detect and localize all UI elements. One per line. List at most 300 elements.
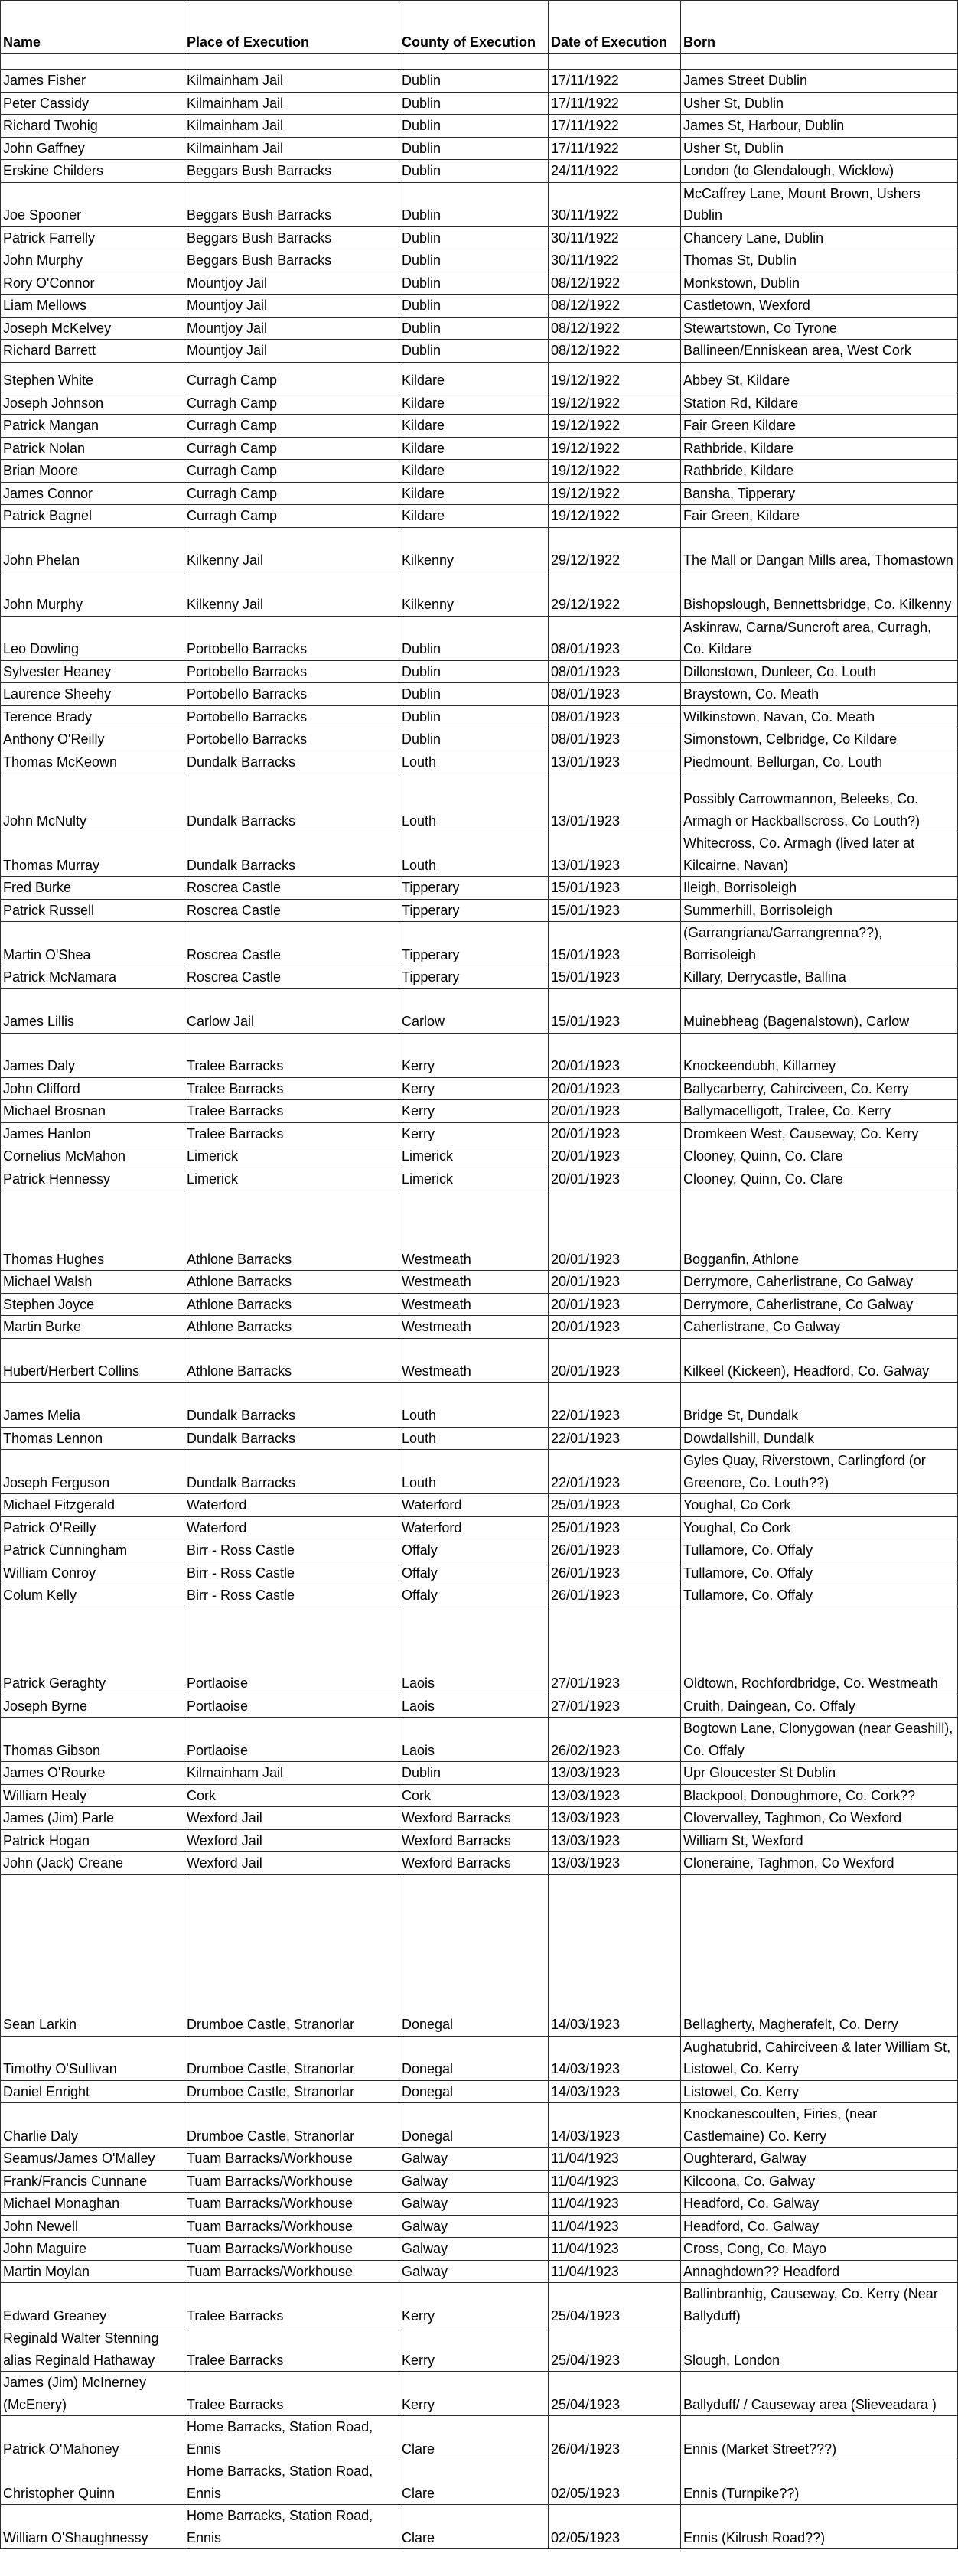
cell-date[interactable]: 17/11/1922 — [549, 137, 681, 160]
cell-name[interactable]: James (Jim) McInerney (McEnery) — [1, 2372, 184, 2416]
cell-born[interactable]: Bogtown Lane, Clonygowan (near Geashill), Co. Offaly — [681, 1718, 958, 1762]
cell-place[interactable]: Beggars Bush Barracks — [184, 160, 399, 183]
cell-county[interactable]: Dublin — [399, 295, 549, 318]
cell-date[interactable]: 20/01/1923 — [549, 1271, 681, 1294]
cell-place[interactable]: Tralee Barracks — [184, 1077, 399, 1100]
cell-county[interactable]: Louth — [399, 1450, 549, 1494]
cell-place[interactable]: Portobello Barracks — [184, 705, 399, 728]
cell-born[interactable]: Knockeendubh, Killarney — [681, 1033, 958, 1077]
cell-date[interactable]: 08/12/1922 — [549, 340, 681, 363]
cell-county[interactable]: Waterford — [399, 1494, 549, 1517]
cell-name[interactable]: Leo Dowling — [1, 616, 184, 660]
cell-place[interactable]: Roscrea Castle — [184, 966, 399, 989]
cell-name[interactable]: Peter Cassidy — [1, 92, 184, 115]
cell-name[interactable]: James Lillis — [1, 988, 184, 1033]
cell-name[interactable]: Sylvester Heaney — [1, 660, 184, 683]
cell-county[interactable]: Kildare — [399, 437, 549, 460]
cell-born[interactable]: Monkstown, Dublin — [681, 272, 958, 295]
cell-place[interactable]: Kilkenny Jail — [184, 527, 399, 572]
cell-date[interactable]: 19/12/1922 — [549, 437, 681, 460]
cell-name[interactable]: Patrick Hogan — [1, 1829, 184, 1852]
empty-cell[interactable] — [399, 54, 549, 70]
cell-county[interactable]: Kildare — [399, 362, 549, 392]
cell-date[interactable]: 11/04/1923 — [549, 2170, 681, 2193]
cell-date[interactable]: 14/03/1923 — [549, 2080, 681, 2103]
cell-place[interactable]: Limerick — [184, 1168, 399, 1190]
cell-county[interactable]: Kerry — [399, 1077, 549, 1100]
cell-place[interactable]: Tuam Barracks/Workhouse — [184, 2238, 399, 2261]
cell-county[interactable]: Dublin — [399, 272, 549, 295]
cell-place[interactable]: Beggars Bush Barracks — [184, 226, 399, 249]
cell-name[interactable]: Richard Twohig — [1, 115, 184, 138]
cell-born[interactable]: Fair Green, Kildare — [681, 505, 958, 528]
cell-name[interactable]: Joseph Johnson — [1, 392, 184, 415]
cell-county[interactable]: Westmeath — [399, 1271, 549, 1294]
cell-name[interactable]: Thomas Gibson — [1, 1718, 184, 1762]
cell-date[interactable]: 15/01/1923 — [549, 966, 681, 989]
header-born[interactable]: Born — [681, 1, 958, 54]
cell-name[interactable]: Brian Moore — [1, 460, 184, 483]
cell-born[interactable]: Gyles Quay, Riverstown, Carlingford (or Greenore, Co. Louth??) — [681, 1450, 958, 1494]
cell-born[interactable]: Askinraw, Carna/Suncroft area, Curragh, Co. Kildare — [681, 616, 958, 660]
cell-date[interactable]: 30/11/1922 — [549, 226, 681, 249]
cell-place[interactable]: Dundalk Barracks — [184, 1427, 399, 1450]
cell-place[interactable]: Kilmainham Jail — [184, 115, 399, 138]
cell-born[interactable]: Headford, Co. Galway — [681, 2193, 958, 2216]
cell-date[interactable]: 30/11/1922 — [549, 182, 681, 226]
cell-place[interactable]: Birr - Ross Castle — [184, 1584, 399, 1607]
cell-county[interactable]: Kerry — [399, 2372, 549, 2416]
cell-name[interactable]: Terence Brady — [1, 705, 184, 728]
cell-born[interactable]: Whitecross, Co. Armagh (lived later at Kilcairne, Navan) — [681, 832, 958, 877]
cell-born[interactable]: Rathbride, Kildare — [681, 460, 958, 483]
cell-place[interactable]: Wexford Jail — [184, 1807, 399, 1830]
cell-name[interactable]: Seamus/James O'Malley — [1, 2148, 184, 2171]
cell-date[interactable]: 20/01/1923 — [549, 1190, 681, 1271]
cell-county[interactable]: Tipperary — [399, 922, 549, 966]
cell-date[interactable]: 20/01/1923 — [549, 1168, 681, 1190]
cell-place[interactable]: Tralee Barracks — [184, 1122, 399, 1145]
cell-name[interactable]: Frank/Francis Cunnane — [1, 2170, 184, 2193]
cell-name[interactable]: William O'Shaughnessy — [1, 2505, 184, 2549]
cell-name[interactable]: Charlie Daly — [1, 2103, 184, 2148]
cell-born[interactable]: London (to Glendalough, Wicklow) — [681, 160, 958, 183]
cell-county[interactable]: Laois — [399, 1718, 549, 1762]
cell-born[interactable]: Wilkinstown, Navan, Co. Meath — [681, 705, 958, 728]
cell-born[interactable]: Usher St, Dublin — [681, 92, 958, 115]
cell-born[interactable]: Youghal, Co Cork — [681, 1494, 958, 1517]
cell-county[interactable]: Offaly — [399, 1539, 549, 1562]
cell-place[interactable]: Mountjoy Jail — [184, 317, 399, 340]
cell-date[interactable]: 15/01/1923 — [549, 899, 681, 922]
cell-county[interactable]: Cork — [399, 1784, 549, 1807]
cell-place[interactable]: Carlow Jail — [184, 988, 399, 1033]
cell-place[interactable]: Kilmainham Jail — [184, 1762, 399, 1785]
cell-county[interactable]: Kerry — [399, 2327, 549, 2372]
cell-place[interactable]: Waterford — [184, 1516, 399, 1539]
cell-date[interactable]: 29/12/1922 — [549, 527, 681, 572]
cell-born[interactable]: Summerhill, Borrisoleigh — [681, 899, 958, 922]
cell-place[interactable]: Drumboe Castle, Stranorlar — [184, 2036, 399, 2080]
cell-date[interactable]: 20/01/1923 — [549, 1122, 681, 1145]
cell-county[interactable]: Laois — [399, 1607, 549, 1695]
cell-county[interactable]: Limerick — [399, 1145, 549, 1168]
cell-county[interactable]: Kerry — [399, 2283, 549, 2327]
cell-date[interactable]: 22/01/1923 — [549, 1382, 681, 1427]
cell-date[interactable]: 08/12/1922 — [549, 317, 681, 340]
cell-name[interactable]: Rory O'Connor — [1, 272, 184, 295]
cell-place[interactable]: Tuam Barracks/Workhouse — [184, 2193, 399, 2216]
cell-born[interactable]: Muinebheag (Bagenalstown), Carlow — [681, 988, 958, 1033]
cell-name[interactable]: William Conroy — [1, 1562, 184, 1584]
cell-place[interactable]: Portobello Barracks — [184, 683, 399, 706]
cell-born[interactable]: Dromkeen West, Causeway, Co. Kerry — [681, 1122, 958, 1145]
cell-county[interactable]: Westmeath — [399, 1338, 549, 1382]
cell-born[interactable]: Ballinbranhig, Causeway, Co. Kerry (Near Ballyduff) — [681, 2283, 958, 2327]
cell-county[interactable]: Carlow — [399, 988, 549, 1033]
cell-born[interactable]: Ballyduff/ / Causeway area (Slieveadara ) — [681, 2372, 958, 2416]
cell-county[interactable]: Galway — [399, 2260, 549, 2283]
cell-place[interactable]: Cork — [184, 1784, 399, 1807]
cell-county[interactable]: Kildare — [399, 460, 549, 483]
cell-place[interactable]: Curragh Camp — [184, 437, 399, 460]
cell-place[interactable]: Curragh Camp — [184, 505, 399, 528]
cell-name[interactable]: Patrick Geraghty — [1, 1607, 184, 1695]
cell-born[interactable]: Cross, Cong, Co. Mayo — [681, 2238, 958, 2261]
cell-county[interactable]: Dublin — [399, 115, 549, 138]
cell-name[interactable]: Liam Mellows — [1, 295, 184, 318]
cell-born[interactable]: Tullamore, Co. Offaly — [681, 1562, 958, 1584]
cell-place[interactable]: Kilmainham Jail — [184, 137, 399, 160]
cell-born[interactable]: Tullamore, Co. Offaly — [681, 1539, 958, 1562]
cell-county[interactable]: Limerick — [399, 1168, 549, 1190]
cell-name[interactable]: Thomas Murray — [1, 832, 184, 877]
cell-name[interactable]: Daniel Enright — [1, 2080, 184, 2103]
cell-born[interactable]: Listowel, Co. Kerry — [681, 2080, 958, 2103]
cell-born[interactable]: Bogganfin, Athlone — [681, 1190, 958, 1271]
cell-place[interactable]: Wexford Jail — [184, 1852, 399, 1875]
cell-county[interactable]: Louth — [399, 1427, 549, 1450]
cell-place[interactable]: Curragh Camp — [184, 362, 399, 392]
cell-place[interactable]: Athlone Barracks — [184, 1316, 399, 1339]
cell-place[interactable]: Birr - Ross Castle — [184, 1539, 399, 1562]
cell-born[interactable]: Castletown, Wexford — [681, 295, 958, 318]
cell-name[interactable]: Patrick Cunningham — [1, 1539, 184, 1562]
cell-born[interactable]: Clooney, Quinn, Co. Clare — [681, 1168, 958, 1190]
cell-place[interactable]: Athlone Barracks — [184, 1190, 399, 1271]
cell-born[interactable]: William St, Wexford — [681, 1829, 958, 1852]
cell-name[interactable]: Hubert/Herbert Collins — [1, 1338, 184, 1382]
cell-date[interactable]: 11/04/1923 — [549, 2215, 681, 2238]
cell-born[interactable]: Oldtown, Rochfordbridge, Co. Westmeath — [681, 1607, 958, 1695]
cell-date[interactable]: 27/01/1923 — [549, 1607, 681, 1695]
cell-born[interactable]: Braystown, Co. Meath — [681, 683, 958, 706]
cell-county[interactable]: Dublin — [399, 728, 549, 751]
cell-county[interactable]: Dublin — [399, 70, 549, 93]
cell-place[interactable]: Home Barracks, Station Road, Ennis — [184, 2460, 399, 2505]
cell-name[interactable]: Patrick Russell — [1, 899, 184, 922]
cell-county[interactable]: Wexford Barracks — [399, 1852, 549, 1875]
cell-name[interactable]: Thomas Lennon — [1, 1427, 184, 1450]
cell-county[interactable]: Dublin — [399, 182, 549, 226]
cell-county[interactable]: Dublin — [399, 705, 549, 728]
cell-date[interactable]: 26/04/1923 — [549, 2416, 681, 2460]
cell-name[interactable]: Joseph McKelvey — [1, 317, 184, 340]
cell-date[interactable]: 15/01/1923 — [549, 988, 681, 1033]
cell-place[interactable]: Wexford Jail — [184, 1829, 399, 1852]
cell-date[interactable]: 02/05/1923 — [549, 2505, 681, 2549]
cell-place[interactable]: Tralee Barracks — [184, 2283, 399, 2327]
cell-county[interactable]: Dublin — [399, 660, 549, 683]
cell-date[interactable]: 14/03/1923 — [549, 2036, 681, 2080]
cell-date[interactable]: 20/01/1923 — [549, 1316, 681, 1339]
cell-place[interactable]: Roscrea Castle — [184, 877, 399, 900]
cell-born[interactable]: The Mall or Dangan Mills area, Thomastown — [681, 527, 958, 572]
cell-born[interactable]: Station Rd, Kildare — [681, 392, 958, 415]
cell-county[interactable]: Dublin — [399, 92, 549, 115]
empty-cell[interactable] — [1, 54, 184, 70]
cell-name[interactable]: Joseph Ferguson — [1, 1450, 184, 1494]
cell-name[interactable]: Patrick McNamara — [1, 966, 184, 989]
cell-name[interactable]: Cornelius McMahon — [1, 1145, 184, 1168]
cell-born[interactable]: Kilkeel (Kickeen), Headford, Co. Galway — [681, 1338, 958, 1382]
cell-date[interactable]: 26/01/1923 — [549, 1562, 681, 1584]
cell-county[interactable]: Kerry — [399, 1100, 549, 1123]
cell-born[interactable]: Ballycarberry, Cahirciveen, Co. Kerry — [681, 1077, 958, 1100]
cell-county[interactable]: Kilkenny — [399, 527, 549, 572]
cell-date[interactable]: 14/03/1923 — [549, 2103, 681, 2148]
cell-place[interactable]: Beggars Bush Barracks — [184, 182, 399, 226]
cell-place[interactable]: Drumboe Castle, Stranorlar — [184, 2103, 399, 2148]
cell-born[interactable]: Dowdallshill, Dundalk — [681, 1427, 958, 1450]
cell-name[interactable]: James Hanlon — [1, 1122, 184, 1145]
cell-county[interactable]: Clare — [399, 2416, 549, 2460]
cell-name[interactable]: Timothy O'Sullivan — [1, 2036, 184, 2080]
cell-name[interactable]: Michael Fitzgerald — [1, 1494, 184, 1517]
cell-name[interactable]: Michael Walsh — [1, 1271, 184, 1294]
cell-place[interactable]: Tuam Barracks/Workhouse — [184, 2170, 399, 2193]
cell-county[interactable]: Galway — [399, 2238, 549, 2261]
cell-place[interactable]: Dundalk Barracks — [184, 751, 399, 773]
cell-county[interactable]: Offaly — [399, 1584, 549, 1607]
cell-name[interactable]: William Healy — [1, 1784, 184, 1807]
cell-place[interactable]: Kilmainham Jail — [184, 70, 399, 93]
cell-date[interactable]: 13/01/1923 — [549, 773, 681, 832]
cell-county[interactable]: Dublin — [399, 683, 549, 706]
cell-date[interactable]: 15/01/1923 — [549, 922, 681, 966]
cell-county[interactable]: Kildare — [399, 482, 549, 505]
cell-date[interactable]: 17/11/1922 — [549, 92, 681, 115]
cell-date[interactable]: 13/03/1923 — [549, 1829, 681, 1852]
cell-date[interactable]: 15/01/1923 — [549, 877, 681, 900]
cell-county[interactable]: Wexford Barracks — [399, 1829, 549, 1852]
cell-date[interactable]: 11/04/1923 — [549, 2238, 681, 2261]
cell-date[interactable]: 20/01/1923 — [549, 1145, 681, 1168]
cell-date[interactable]: 08/01/1923 — [549, 683, 681, 706]
cell-place[interactable]: Dundalk Barracks — [184, 1450, 399, 1494]
cell-date[interactable]: 26/02/1923 — [549, 1718, 681, 1762]
cell-born[interactable]: Caherlistrane, Co Galway — [681, 1316, 958, 1339]
cell-date[interactable]: 20/01/1923 — [549, 1100, 681, 1123]
cell-name[interactable]: John Newell — [1, 2215, 184, 2238]
cell-place[interactable]: Portlaoise — [184, 1718, 399, 1762]
cell-date[interactable]: 13/03/1923 — [549, 1807, 681, 1830]
cell-born[interactable]: Ennis (Turnpike??) — [681, 2460, 958, 2505]
cell-place[interactable]: Portlaoise — [184, 1607, 399, 1695]
cell-born[interactable]: Bansha, Tipperary — [681, 482, 958, 505]
cell-place[interactable]: Home Barracks, Station Road, Ennis — [184, 2416, 399, 2460]
cell-born[interactable]: Killary, Derrycastle, Ballina — [681, 966, 958, 989]
cell-name[interactable]: Patrick O'Mahoney — [1, 2416, 184, 2460]
cell-county[interactable]: Clare — [399, 2460, 549, 2505]
cell-county[interactable]: Westmeath — [399, 1316, 549, 1339]
cell-date[interactable]: 08/12/1922 — [549, 295, 681, 318]
cell-county[interactable]: Kerry — [399, 1122, 549, 1145]
cell-born[interactable]: Slough, London — [681, 2327, 958, 2372]
cell-county[interactable]: Donegal — [399, 1874, 549, 2036]
cell-date[interactable]: 30/11/1922 — [549, 249, 681, 272]
cell-born[interactable]: Dillonstown, Dunleer, Co. Louth — [681, 660, 958, 683]
cell-county[interactable]: Dublin — [399, 226, 549, 249]
cell-born[interactable]: Stewartstown, Co Tyrone — [681, 317, 958, 340]
cell-name[interactable]: Michael Brosnan — [1, 1100, 184, 1123]
header-name[interactable]: Name — [1, 1, 184, 54]
cell-county[interactable]: Louth — [399, 751, 549, 773]
cell-date[interactable]: 29/12/1922 — [549, 572, 681, 616]
cell-county[interactable]: Donegal — [399, 2103, 549, 2148]
cell-county[interactable]: Donegal — [399, 2080, 549, 2103]
cell-county[interactable]: Galway — [399, 2215, 549, 2238]
cell-date[interactable]: 20/01/1923 — [549, 1033, 681, 1077]
cell-name[interactable]: Laurence Sheehy — [1, 683, 184, 706]
cell-name[interactable]: Stephen Joyce — [1, 1293, 184, 1316]
cell-date[interactable]: 27/01/1923 — [549, 1695, 681, 1718]
cell-place[interactable]: Roscrea Castle — [184, 899, 399, 922]
cell-name[interactable]: Reginald Walter Stenning alias Reginald Hathaway — [1, 2327, 184, 2372]
cell-born[interactable]: Ileigh, Borrisoleigh — [681, 877, 958, 900]
cell-place[interactable]: Curragh Camp — [184, 392, 399, 415]
cell-name[interactable]: Patrick Hennessy — [1, 1168, 184, 1190]
cell-born[interactable]: (Garrangriana/Garrangrenna??), Borrisoleigh — [681, 922, 958, 966]
cell-place[interactable]: Drumboe Castle, Stranorlar — [184, 1874, 399, 2036]
cell-born[interactable]: Clooney, Quinn, Co. Clare — [681, 1145, 958, 1168]
cell-name[interactable]: Michael Monaghan — [1, 2193, 184, 2216]
cell-name[interactable]: Thomas Hughes — [1, 1190, 184, 1271]
cell-place[interactable]: Drumboe Castle, Stranorlar — [184, 2080, 399, 2103]
cell-date[interactable]: 13/01/1923 — [549, 832, 681, 877]
cell-born[interactable]: Tullamore, Co. Offaly — [681, 1584, 958, 1607]
cell-born[interactable]: Rathbride, Kildare — [681, 437, 958, 460]
cell-date[interactable]: 25/04/1923 — [549, 2327, 681, 2372]
cell-county[interactable]: Louth — [399, 832, 549, 877]
cell-name[interactable]: Colum Kelly — [1, 1584, 184, 1607]
cell-date[interactable]: 22/01/1923 — [549, 1427, 681, 1450]
cell-born[interactable]: Derrymore, Caherlistrane, Co Galway — [681, 1293, 958, 1316]
cell-date[interactable]: 25/01/1923 — [549, 1516, 681, 1539]
cell-county[interactable]: Galway — [399, 2170, 549, 2193]
cell-date[interactable]: 11/04/1923 — [549, 2193, 681, 2216]
cell-born[interactable]: Chancery Lane, Dublin — [681, 226, 958, 249]
cell-place[interactable]: Athlone Barracks — [184, 1338, 399, 1382]
cell-place[interactable]: Mountjoy Jail — [184, 272, 399, 295]
cell-date[interactable]: 19/12/1922 — [549, 460, 681, 483]
cell-place[interactable]: Beggars Bush Barracks — [184, 249, 399, 272]
cell-name[interactable]: Martin Moylan — [1, 2260, 184, 2283]
cell-date[interactable]: 20/01/1923 — [549, 1077, 681, 1100]
cell-date[interactable]: 08/01/1923 — [549, 705, 681, 728]
cell-date[interactable]: 11/04/1923 — [549, 2260, 681, 2283]
cell-date[interactable]: 19/12/1922 — [549, 505, 681, 528]
cell-place[interactable]: Athlone Barracks — [184, 1271, 399, 1294]
cell-date[interactable]: 13/03/1923 — [549, 1852, 681, 1875]
cell-place[interactable]: Waterford — [184, 1494, 399, 1517]
cell-name[interactable]: Joseph Byrne — [1, 1695, 184, 1718]
cell-place[interactable]: Portobello Barracks — [184, 728, 399, 751]
cell-date[interactable]: 25/01/1923 — [549, 1494, 681, 1517]
cell-place[interactable]: Dundalk Barracks — [184, 832, 399, 877]
header-place[interactable]: Place of Execution — [184, 1, 399, 54]
cell-county[interactable]: Westmeath — [399, 1293, 549, 1316]
cell-place[interactable]: Dundalk Barracks — [184, 1382, 399, 1427]
cell-county[interactable]: Kildare — [399, 415, 549, 438]
cell-county[interactable]: Dublin — [399, 340, 549, 363]
cell-name[interactable]: John Murphy — [1, 572, 184, 616]
cell-county[interactable]: Dublin — [399, 249, 549, 272]
cell-place[interactable]: Birr - Ross Castle — [184, 1562, 399, 1584]
cell-date[interactable]: 20/01/1923 — [549, 1338, 681, 1382]
cell-county[interactable]: Galway — [399, 2148, 549, 2171]
cell-date[interactable]: 19/12/1922 — [549, 362, 681, 392]
cell-place[interactable]: Roscrea Castle — [184, 922, 399, 966]
cell-place[interactable]: Tralee Barracks — [184, 1033, 399, 1077]
cell-place[interactable]: Athlone Barracks — [184, 1293, 399, 1316]
cell-name[interactable]: Patrick Farrelly — [1, 226, 184, 249]
cell-born[interactable]: Piedmount, Bellurgan, Co. Louth — [681, 751, 958, 773]
cell-place[interactable]: Curragh Camp — [184, 460, 399, 483]
cell-name[interactable]: John Phelan — [1, 527, 184, 572]
cell-name[interactable]: Anthony O'Reilly — [1, 728, 184, 751]
cell-born[interactable]: Blackpool, Donoughmore, Co. Cork?? — [681, 1784, 958, 1807]
cell-name[interactable]: Erskine Childers — [1, 160, 184, 183]
cell-name[interactable]: John McNulty — [1, 773, 184, 832]
cell-name[interactable]: John Maguire — [1, 2238, 184, 2261]
cell-name[interactable]: John (Jack) Creane — [1, 1852, 184, 1875]
cell-date[interactable]: 24/11/1922 — [549, 160, 681, 183]
cell-date[interactable]: 25/04/1923 — [549, 2372, 681, 2416]
cell-name[interactable]: Martin O'Shea — [1, 922, 184, 966]
cell-place[interactable]: Kilkenny Jail — [184, 572, 399, 616]
cell-date[interactable]: 02/05/1923 — [549, 2460, 681, 2505]
empty-cell[interactable] — [681, 54, 958, 70]
header-county[interactable]: County of Execution — [399, 1, 549, 54]
cell-county[interactable]: Donegal — [399, 2036, 549, 2080]
cell-place[interactable]: Tuam Barracks/Workhouse — [184, 2148, 399, 2171]
cell-place[interactable]: Home Barracks, Station Road, Ennis — [184, 2505, 399, 2549]
cell-name[interactable]: John Gaffney — [1, 137, 184, 160]
cell-place[interactable]: Mountjoy Jail — [184, 295, 399, 318]
cell-date[interactable]: 17/11/1922 — [549, 115, 681, 138]
cell-county[interactable]: Waterford — [399, 1516, 549, 1539]
cell-date[interactable]: 11/04/1923 — [549, 2148, 681, 2171]
cell-name[interactable]: John Murphy — [1, 249, 184, 272]
cell-born[interactable]: Usher St, Dublin — [681, 137, 958, 160]
cell-born[interactable]: Youghal, Co Cork — [681, 1516, 958, 1539]
cell-county[interactable]: Dublin — [399, 317, 549, 340]
cell-born[interactable]: Cloneraine, Taghmon, Co Wexford — [681, 1852, 958, 1875]
cell-date[interactable]: 13/03/1923 — [549, 1784, 681, 1807]
cell-born[interactable]: James St, Harbour, Dublin — [681, 115, 958, 138]
cell-name[interactable]: John Clifford — [1, 1077, 184, 1100]
